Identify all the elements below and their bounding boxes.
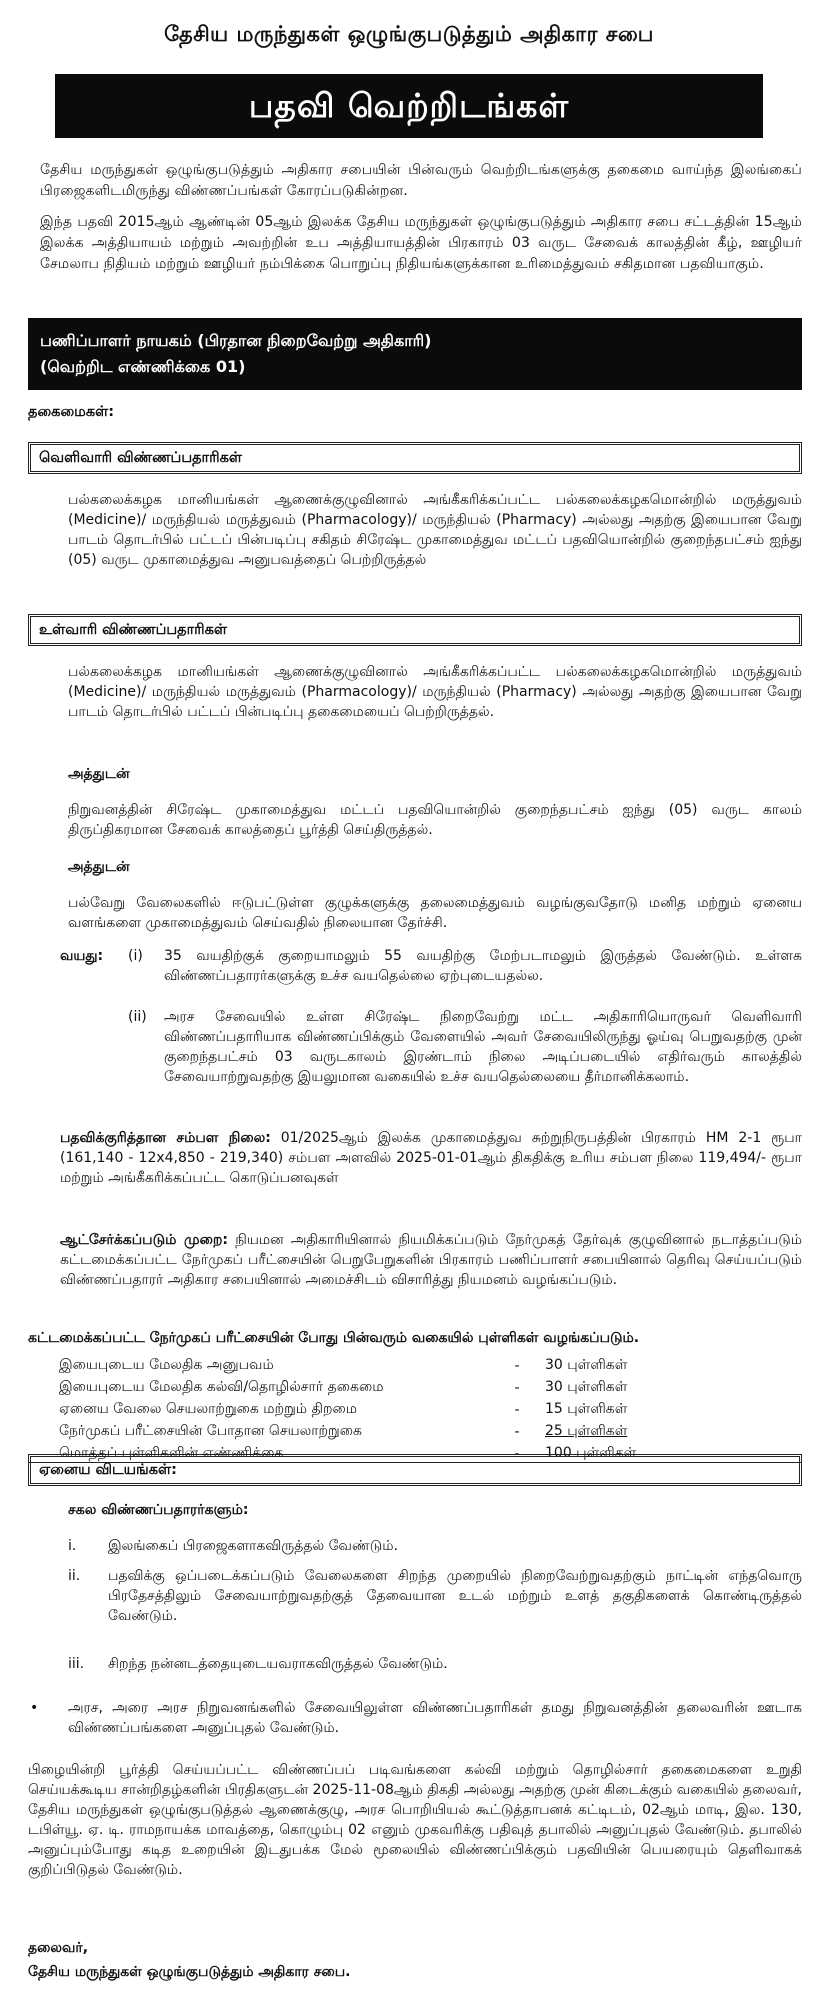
bullet-text: அரச, அரை அரச நிறுவனங்களில் சேவையிலுள்ள விண்ணப்பதாரிகள் தமது நிறுவனத்தின் தலைவரின் ஊடாக விண்ணப்பங்களை அனுப்புதல் வேண்டும். xyxy=(68,1700,802,1736)
points-dash: - xyxy=(514,1358,520,1374)
interview-heading: கட்டமைக்கப்பட்ட நேர்முகப் பரீட்சையின் போது பின்வரும் வகையில் புள்ளிகள் வழங்கப்படும். xyxy=(28,1330,640,1346)
age-item-text-2: அரச சேவையில் உள்ள சிரேஷ்ட நிறைவேற்று மட்ட அதிகாரியொருவர் வெளிவாரி விண்ணப்பதாரியாக விண்ணப்பிக்கும் வேளையில் அவர் சேவையிலிருந்து ஓய்வு பெறுவதற்கு முன் குறைந்தபட்சம் 03 வருடகாலம் இரண்டாம் நிலை அடிப்படையில் எதிர்வரும் காலத்தில் சேவையாற்றுவதற்கு இயலுமான வகையில் உச்ச வயதெல்லையை தீர்மானிக்கலாம். xyxy=(164,1009,802,1085)
footer-organization: தேசிய மருந்துகள் ஒழுங்குபடுத்தும் அதிகார சபை. xyxy=(28,1964,351,1980)
points-item: இயைபுடைய மேலதிக கல்வி/தொழில்சார் தகைமை xyxy=(59,1379,384,1395)
internal-applicants-heading: உள்வாரி விண்ணப்பதாரிகள் xyxy=(28,614,802,646)
salary-label: பதவிக்குரித்தான சம்பள நிலை: xyxy=(60,1130,271,1146)
also-label-2: அத்துடன் xyxy=(68,859,130,875)
points-points: 30 புள்ளிகள் xyxy=(545,1357,628,1373)
list-item-number: iii. xyxy=(68,1656,85,1672)
list-item-number: ii. xyxy=(68,1568,81,1584)
salary-text: 01/2025ஆம் இலக்க முகாமைத்துவ சுற்றுநிருபத்தின் பிரகாரம் HM 2-1 ரூபா (161,140 - 12x4,850 - 219,340) சம்பள அளவில் 2025-01-01ஆம் திகதிக்கு உரிய சம்பள நிலை 119,494/- ரூபா மற்றும் அங்கீகரிக்கப்பட்ட கொடுப்பனவுகள் xyxy=(60,1130,802,1186)
points-points: 100 புள்ளிகள் xyxy=(545,1445,637,1461)
points-item: நேர்முகப் பரீட்சையின் போதான செயலாற்றுகை xyxy=(59,1423,362,1439)
post-vacancy-count: (வெற்றிட எண்ணிக்கை 01) xyxy=(40,357,246,376)
external-applicants-heading: வெளிவாரி விண்ணப்பதாரிகள் xyxy=(28,442,802,474)
all-applicants-label: சகல விண்ணப்பதாரர்களும்: xyxy=(68,1502,249,1518)
points-row xyxy=(55,1421,659,1443)
age-label: வயது: xyxy=(60,948,104,964)
list-item-text: பதவிக்கு ஒப்படைக்கப்படும் வேலைகளை சிறந்த முறையில் நிறைவேற்றுவதற்கும் நாட்டின் எந்தவொரு பிரதேசத்திலும் சேவையாற்றுவதற்குத் தேவையான உடல் மற்றும் உளத் தகுதிகளைக் கொண்டிருத்தல் வேண்டும். xyxy=(108,1568,802,1624)
bullet-icon: • xyxy=(30,1700,39,1716)
age-item-num-1: (i) xyxy=(128,948,143,964)
qualifications-heading: தகைமைகள்: xyxy=(28,404,114,420)
list-item xyxy=(68,1566,802,1630)
footer-title: தலைவர், xyxy=(28,1940,89,1956)
points-dash: - xyxy=(514,1446,520,1462)
points-dash: - xyxy=(514,1380,520,1396)
salary-section xyxy=(60,1128,802,1188)
external-qualification-text: பல்கலைக்கழக மானியங்கள் ஆணைக்குழுவினால் அங்கீகரிக்கப்பட்ட பல்கலைக்கழகமொன்றில் மருத்துவம் (Medicine)/ மருந்தியல் மருத்துவம் (Pharmacology)/ மருந்தியல் (Pharmacy) அல்லது அதற்கு இயைபான வேறு பாடம் தொடர்பில் பட்டப் பின்படிப்பு சகிதம் சிரேஷ்ட முகாமைத்துவ மட்டப் பதவியொன்றில் குறைந்தபட்சம் ஐந்து (05) வருட முகாமைத்துவ அனுபவத்தைப் பெற்றிருத்தல் xyxy=(68,492,802,568)
post-title: பணிப்பாளர் நாயகம் (பிரதான நிறைவேற்று அதிகாரி) xyxy=(40,331,432,350)
points-item: இயைபுடைய மேலதிக அனுபவம் xyxy=(59,1357,274,1373)
age-item-text-1: 35 வயதிற்குக் குறையாமலும் 55 வயதிற்கு மேற்படாமலும் இருத்தல் வேண்டும். உள்ளக விண்ணப்பதாரர்களுக்கு உச்ச வயதெல்லை ஏற்புடையதல்ல. xyxy=(164,948,802,984)
points-points: 15 புள்ளிகள் xyxy=(545,1401,628,1417)
points-row xyxy=(55,1355,659,1377)
points-item: ஏனைய வேலை செயலாற்றுகை மற்றும் திறமை xyxy=(59,1401,358,1417)
list-item xyxy=(68,1654,802,1676)
points-row xyxy=(55,1377,659,1399)
recruitment-section xyxy=(60,1230,802,1290)
points-points: 25 புள்ளிகள் xyxy=(545,1423,628,1439)
points-dash: - xyxy=(514,1402,520,1418)
internal-service-text: நிறுவனத்தின் சிரேஷ்ட முகாமைத்துவ மட்டப் பதவியொன்றில் குறைந்தபட்சம் ஐந்து (05) வருட காலம் திருப்திகரமான சேவைக் காலத்தைப் பூர்த்தி செய்திருத்தல். xyxy=(68,802,802,838)
points-row xyxy=(55,1399,659,1421)
list-item xyxy=(68,1536,802,1558)
page-title-banner: பதவி வெற்றிடங்கள் xyxy=(55,74,763,138)
internal-qualification-text: பல்கலைக்கழக மானியங்கள் ஆணைக்குழுவினால் அங்கீகரிக்கப்பட்ட பல்கலைக்கழகமொன்றில் மருத்துவம் (Medicine)/ மருந்தியல் மருத்துவம் (Pharmacology)/ மருந்தியல் (Pharmacy) அல்லது அதற்கு இயைபான வேறு பாடம் தொடர்பில் பட்டப் பின்படிப்பு தகைமையைப் பெற்றிருத்தல். xyxy=(68,664,802,720)
leadership-text: பல்வேறு வேலைகளில் ஈடுபட்டுள்ள குழுக்களுக்கு தலைமைத்துவம் வழங்குவதோடு மனித மற்றும் ஏனைய வளங்களை முகாமைத்துவம் செய்வதில் நிலையான தேர்ச்சி. xyxy=(68,895,802,931)
points-points: 30 புள்ளிகள் xyxy=(545,1379,628,1395)
post-title-box xyxy=(28,318,802,390)
age-item-num-2: (ii) xyxy=(128,1009,147,1025)
interview-points-table xyxy=(55,1355,659,1465)
submission-instructions: பிழையின்றி பூர்த்தி செய்யப்பட்ட விண்ணப்பப் படிவங்களை கல்வி மற்றும் தொழில்சார் தகைமைகளை உறுதி செய்யக்கூடிய சான்றிதழ்களின் பிரதிகளுடன் 2025-11-08ஆம் திகதி அல்லது அதற்கு முன் கிடைக்கும் வகையில் தலைவர், தேசிய மருந்துகள் ஒழுங்குபடுத்தல் ஆணைக்குழு, அரச பொறியியல் கூட்டுத்தாபனக் கட்டிடம், 02ஆம் மாடி, இல. 130, டபிள்யூ. ஏ. டி. ராமநாயக்க மாவத்தை, கொழும்பு 02 எனும் முகவரிக்கு பதிவுத் தபாலில் அனுப்புதல் வேண்டும். தபாலில் அனுப்பும்போது கடித உறையின் இடதுபக்க மேல் மூலையில் விண்ணப்பிக்கும் பதவியின் பெயரையும் தெளிவாகக் குறிப்பிடுதல் வேண்டும். xyxy=(28,1762,802,1878)
intro-paragraph-2: இந்த பதவி 2015ஆம் ஆண்டின் 05ஆம் இலக்க தேசிய மருந்துகள் ஒழுங்குபடுத்தும் அதிகார சபை சட்டத்தின் 15ஆம் இலக்க அத்தியாயம் மற்றும் அவற்றின் உப அத்தியாயத்தின் பிரகாரம் 03 வருட சேவைக் காலத்தின் கீழ், ஊழியர் சேமலாப நிதியம் மற்றும் ஊழியர் நம்பிக்கை பொறுப்பு நிதியங்களுக்கான உரிமைத்துவம் சகிதமான பதவியாகும். xyxy=(40,214,802,272)
other-matters-heading: ஏனைய விடயங்கள்: xyxy=(28,1454,802,1486)
recruitment-label: ஆட்சேர்க்கப்படும் முறை: xyxy=(60,1232,228,1248)
points-dash: - xyxy=(514,1424,520,1440)
list-item-number: i. xyxy=(68,1538,77,1554)
organization-name: தேசிய மருந்துகள் ஒழுங்குபடுத்தும் அதிகார சபை xyxy=(164,22,654,46)
list-item-text: சிறந்த நன்னடத்தையுடையவராகவிருத்தல் வேண்டும். xyxy=(108,1656,448,1672)
list-item-text: இலங்கைப் பிரஜைகளாகவிருத்தல் வேண்டும். xyxy=(108,1538,398,1554)
intro-paragraph-1: தேசிய மருந்துகள் ஒழுங்குபடுத்தும் அதிகார சபையின் பின்வரும் வெற்றிடங்களுக்கு தகைமை வாய்ந்த இலங்கைப் பிரஜைகளிடமிருந்து விண்ணப்பங்கள் கோரப்படுகின்றன. xyxy=(40,162,802,199)
points-item: மொத்தப் புள்ளிகளின் எண்ணிக்கை xyxy=(59,1445,284,1461)
recruitment-text: நியமன அதிகாரியினால் நியமிக்கப்படும் நேர்முகத் தேர்வுக் குழுவினால் நடாத்தப்படும் கட்டமைக்கப்பட்ட நேர்முகப் பரீட்சையின் பெறுபேறுகளின் பிரகாரம் பணிப்பாளர் சபையினால் தெரிவு செய்யப்படும் விண்ணப்பதாரர் அதிகார சபையினால் அமைச்சிடம் விசாரித்து நியமனம் வழங்கப்படும். xyxy=(60,1232,802,1288)
also-label-1: அத்துடன் xyxy=(68,766,130,782)
